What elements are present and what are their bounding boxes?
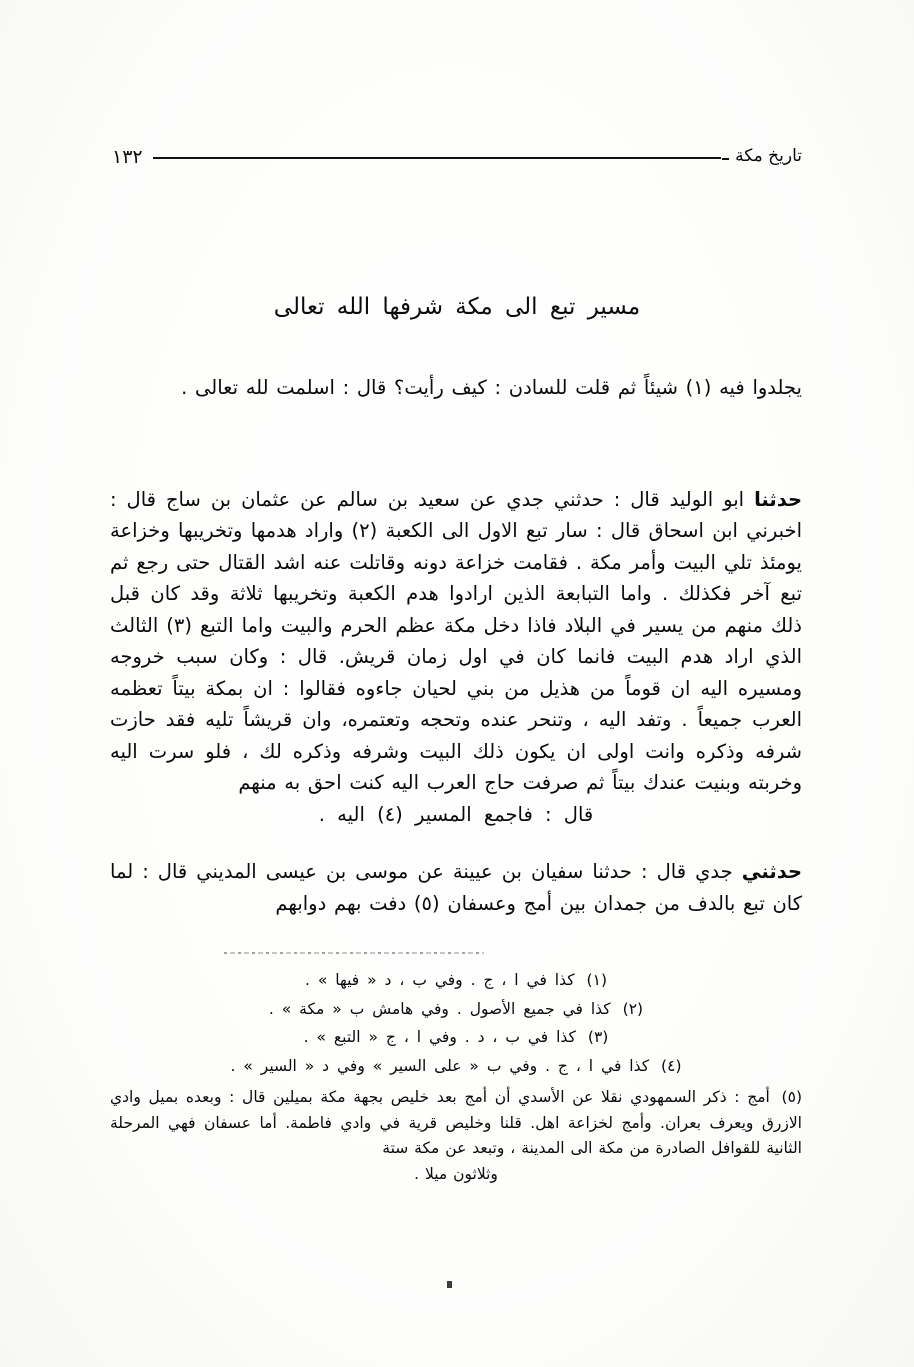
page-number: ١٣٢	[112, 146, 143, 168]
footnote-5	[110, 1085, 802, 1187]
footnote-1-text: كذا في ا ، ج . وفي ب ، د « فيها » .	[305, 971, 575, 989]
spacer-before-title	[110, 404, 802, 440]
section-title: مسير تبع الى مكة شرفها الله تعالى	[273, 294, 641, 320]
footnotes-section	[110, 968, 802, 1190]
footnote-4-text: كذا في ا ، ج . وفي ب « على السير » وفي د « السير » .	[230, 1056, 650, 1075]
paragraph-opening	[110, 372, 802, 404]
footnote-3-text: كذا في ب ، د . وفي ا ، ج « التبع » .	[303, 1028, 576, 1046]
book-title: تاريخ مكة	[735, 146, 802, 166]
paragraph-opening-text: يجلدوا فيه (١) شيئاً ثم قلت للسادن : كيف رأيت؟ قال : اسلمت لله تعالى .	[181, 376, 802, 399]
body-text-block	[110, 372, 802, 919]
paragraph-one	[110, 484, 802, 799]
footnote-3	[110, 1025, 802, 1051]
paragraph-one-lead-word: حدثنا	[754, 487, 803, 511]
footnote-4	[110, 1054, 802, 1080]
footnote-2-text: كذا في جميع الأصول . وفي هامش ب « مكة » .	[268, 999, 611, 1018]
paragraph-two-lead-word: حدثني	[741, 860, 803, 883]
footnote-separator-rule	[224, 952, 484, 954]
paragraph-one-text: ابو الوليد قال : حدثني جدي عن سعيد بن سالم عن عثمان بن ساج قال : اخبرني ابن اسحاق قال : سار تبع الاول الى الكعبة (٢) واراد هدمها وتخريبها وخزاعة يومئذ تلي البيت وأمر مكة . فقامت خزاعة دونه وقاتلت عنه اشد القتال حتى رجع ثم تبع آخر فكذلك . واما التبابعة الذين ارادوا هدم الكعبة وتخريبها ثلاثة وقد كان قبل ذلك منهم من يسير في البلاد فاذا دخل مكة عظم الحرم والبيت واما التبع (٣) الثالث الذي اراد هدم البيت فانما كان في اول زمان قريش. قال : وكان سبب خروجه ومسيره اليه ان قوماً من هذيل من بني لحيان جاءوه فقالوا : ان بمكة بيتاً تعظمه العرب جميعاً . وتفد اليه ، وتنحر عنده وتحجه وتعتمره، وان قريشاً تليه فقد حازت شرفه وذكره وانت اولى ان يكون ذلك البيت وشرفه وذكره لك ، فلو سرت اليه وخربته وبنيت عندك بيتاً ثم صرفت حاج العرب اليه كنت احق به منهم	[110, 487, 802, 794]
footnote-5-number: (٥)	[781, 1088, 802, 1106]
page-bottom-mark	[447, 1281, 452, 1288]
footnote-2-number: (٢)	[622, 999, 644, 1018]
paragraph-two	[110, 856, 802, 919]
footnote-5-text: أمج : ذكر السمهودي نقلا عن الأسدي أن أمج بعد خليص بجهة مكة بميلين قال : وبعده بميل وادي الازرق ويعرف بعران. وأمج لخزاعة اهل. قلنا وخليص قرية في وادي فاطمة. أما عسفان فهي المرحلة الثانية للقوافل الصادرة من مكة الى المدينة ، وتبعد عن مكة ستة	[110, 1088, 802, 1157]
footnote-2	[110, 997, 802, 1023]
footnote-1	[110, 968, 802, 994]
footnote-4-number: (٤)	[661, 1056, 682, 1075]
paragraph-two-text: جدي قال : حدثنا سفيان بن عيينة عن موسى بن عيسى المديني قال : لما كان تبع بالدف من جمدان بين أمج وعسفان (٥) دفت بهم دوابهم	[110, 860, 802, 915]
footnote-5-tail: وثلاثون ميلا .	[414, 1164, 498, 1183]
header-divider-rule	[153, 157, 722, 159]
paragraph-one-last-line: قال : فاجمع المسير (٤) اليه .	[318, 802, 594, 826]
footnote-1-number: (١)	[586, 971, 607, 989]
running-header	[112, 140, 802, 174]
footnote-3-number: (٣)	[587, 1028, 609, 1046]
